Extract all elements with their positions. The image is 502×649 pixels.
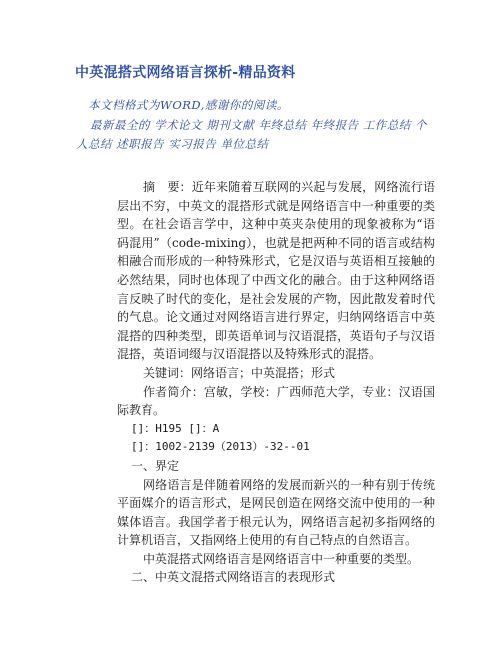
section-1-heading: 一、界定 [131, 458, 180, 473]
category-note: 最新最全的 学术论文 期刊文献 年终总结 年终报告 工作总结 个人总结 述职报告 实习报告 单位总结 [76, 118, 427, 151]
author-line: 作者简介：宫敏，学校：广西师范大学，专业：汉语国际教育。 [117, 384, 435, 418]
keywords-line: 关键词：网络语言；中英混搭；形式 [143, 365, 336, 380]
section-1-paragraph-1: 网络语言是伴随着网络的发展而新兴的一种有别于传统平面媒介的语言形式，是网民创造在网络交流中使用的一种媒体语言。我国学者于根元认为，网络语言起初多指网络的计算机语言，又指网络上使用的有自己特点的自然语言。 [117, 477, 435, 548]
issn-line: []：1002-2139（2013）-32--01 [131, 440, 310, 454]
section-2-heading: 二、中英文混搭式网络语言的表现形式 [131, 570, 336, 585]
section-1-paragraph-2: 中英混搭式网络语言是网络语言中一种重要的类型。 [143, 551, 420, 566]
class-code-line: []：H195 []：A [131, 421, 220, 435]
document-body [117, 178, 435, 587]
abstract-paragraph: 摘 要：近年来随着互联网的兴起与发展，网络流行语层出不穷，中英文的混搭形式就是网络语言中一种重要的类型。在社会语言学中，这种中英夹杂使用的现象被称为“语码混用”（code-mixing），也就是把两种不同的语言或结构相融合而形成的一种特殊形式，它是汉语与英语相互接触的必然结果，同时也体现了中西文化的融合。由于这种网络语言反映了时代的变化，是社会发展的产物，因此散发着时代的气息。论文通过对网络语言进行界定，归纳网络语言中英混搭的四种类型，即英语单词与汉语混搭，英语句子与汉语混搭，英语词缀与汉语混搭以及特殊形式的混搭。 [117, 180, 435, 362]
format-note: 本文档格式为WORD,感谢你的阅读。 [88, 98, 289, 112]
document-title: 中英混搭式网络语言探析-精品资料 [75, 65, 296, 81]
